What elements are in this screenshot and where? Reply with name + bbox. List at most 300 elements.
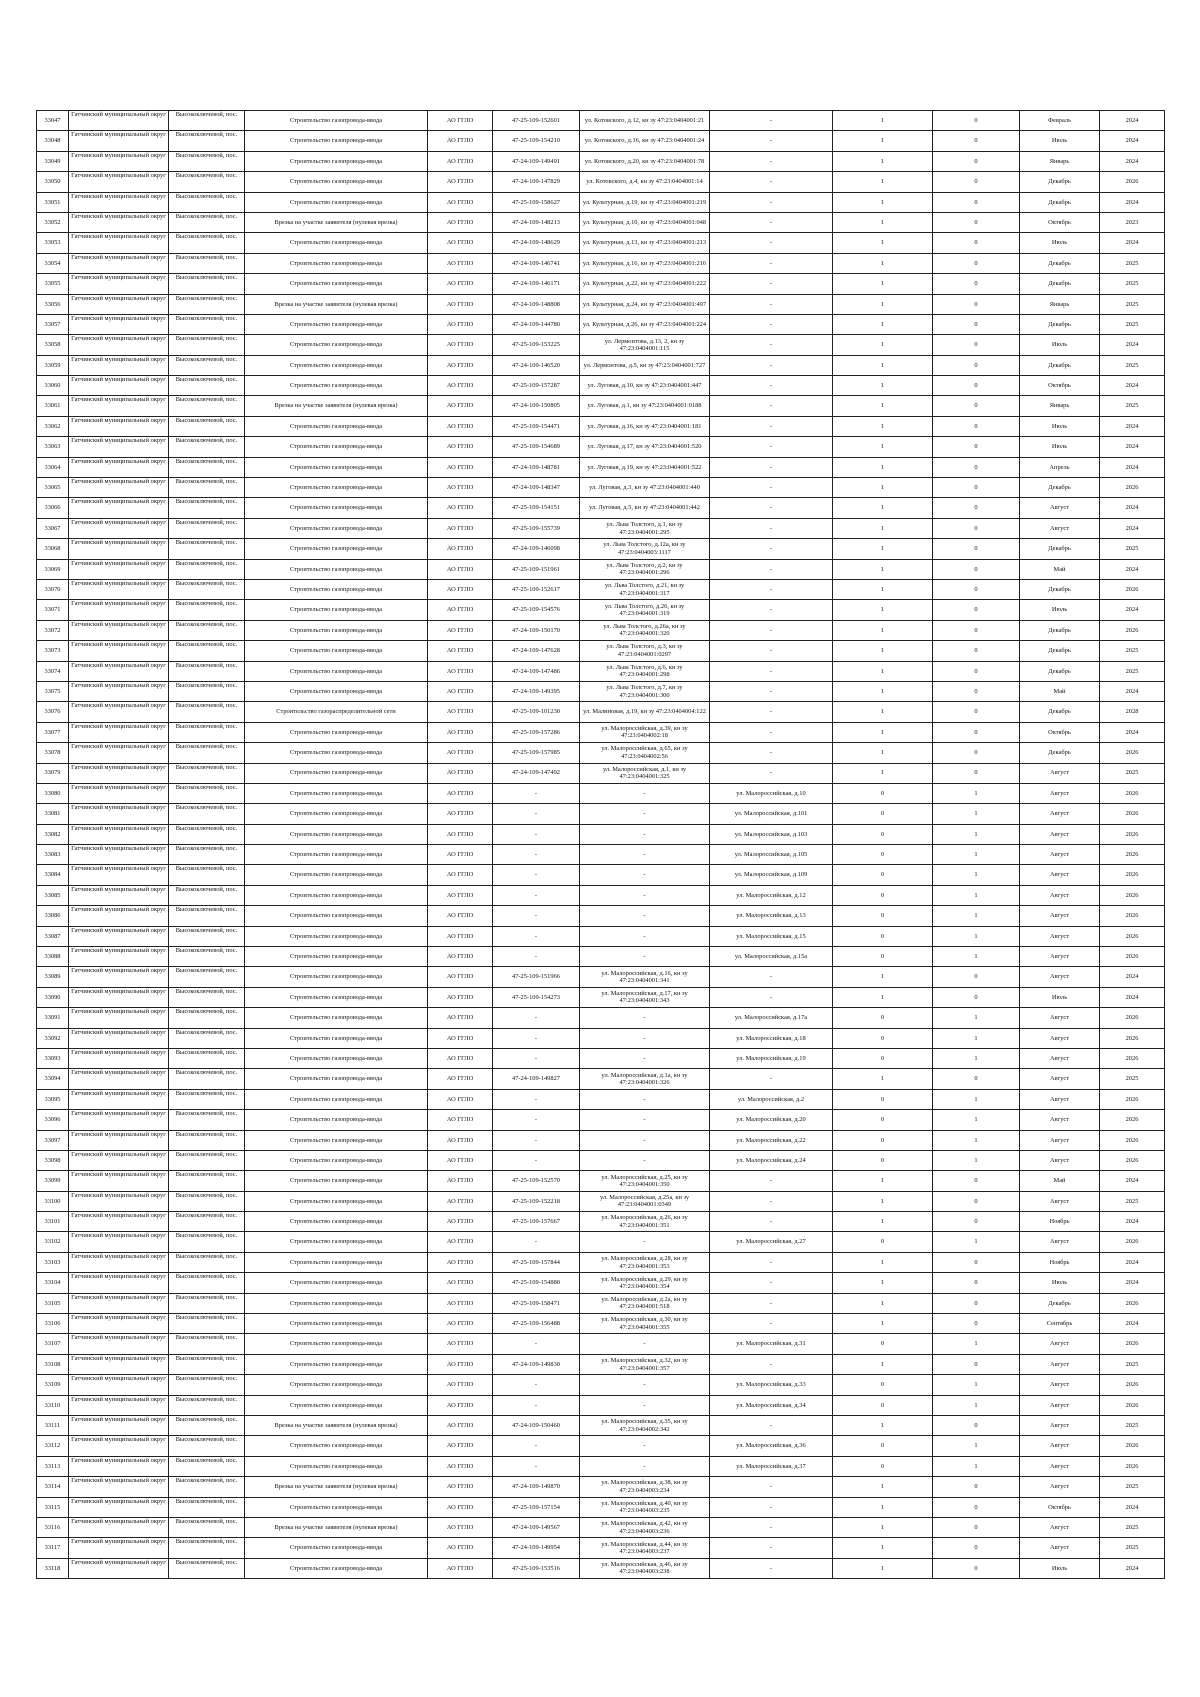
cadastral-address-cell: - (580, 906, 710, 926)
year-cell: 2025 (1100, 253, 1165, 273)
cadastral-address-cell: ул. Льва Толстого, д.1, кн зу 47:23:0404001:295 (580, 518, 710, 538)
month-cell: Август (1020, 1232, 1100, 1252)
year-cell: 2026 (1100, 1130, 1165, 1150)
work-type-cell: Строительство газопровода-ввода (245, 314, 428, 334)
count-without-contract-cell: 0 (933, 1191, 1020, 1211)
district-cell: Гатчинский муниципальный округ (69, 1293, 169, 1313)
year-cell: 2024 (1100, 192, 1165, 212)
month-cell: Август (1020, 1354, 1100, 1374)
count-with-contract-cell: 1 (833, 559, 933, 579)
count-with-contract-cell: 0 (833, 845, 933, 865)
organization-cell: АО ГГЛО (428, 396, 493, 416)
locality-cell: Высокоключевой, пос. (169, 151, 245, 171)
count-without-contract-cell: 0 (933, 478, 1020, 498)
organization-cell: АО ГГЛО (428, 314, 493, 334)
month-cell: Июль (1020, 131, 1100, 151)
count-with-contract-cell: 0 (833, 885, 933, 905)
count-with-contract-cell: 1 (833, 1273, 933, 1293)
district-cell: Гатчинский муниципальный округ (69, 1436, 169, 1456)
month-cell: Август (1020, 518, 1100, 538)
application-number-cell: - (493, 845, 580, 865)
locality-cell: Высокоключевой, пос. (169, 1395, 245, 1415)
count-without-contract-cell: 1 (933, 1436, 1020, 1456)
table-row (37, 416, 1165, 436)
work-type-cell: Строительство газопровода-ввода (245, 947, 428, 967)
application-number-cell: - (493, 1456, 580, 1476)
district-cell: Гатчинский муниципальный округ (69, 824, 169, 844)
row-id-cell: 33079 (37, 763, 69, 783)
count-with-contract-cell: 0 (833, 804, 933, 824)
row-id-cell: 33076 (37, 702, 69, 722)
count-without-contract-cell: 0 (933, 702, 1020, 722)
organization-cell: АО ГГЛО (428, 804, 493, 824)
organization-cell: АО ГГЛО (428, 1232, 493, 1252)
district-cell: Гатчинский муниципальный округ (69, 1517, 169, 1537)
count-with-contract-cell: 1 (833, 1069, 933, 1089)
district-cell: Гатчинский муниципальный округ (69, 1069, 169, 1089)
row-id-cell: 33096 (37, 1110, 69, 1130)
application-number-cell: 47-24-109-149830 (493, 1354, 580, 1374)
organization-cell: АО ГГЛО (428, 1436, 493, 1456)
count-without-contract-cell: 0 (933, 967, 1020, 987)
locality-cell: Высокоключевой, пос. (169, 824, 245, 844)
work-type-cell: Строительство газопровода-ввода (245, 1110, 428, 1130)
application-number-cell: 47-25-109-152601 (493, 111, 580, 131)
row-id-cell: 33077 (37, 722, 69, 742)
work-type-cell: Строительство газопровода-ввода (245, 478, 428, 498)
organization-cell: АО ГГЛО (428, 294, 493, 314)
count-without-contract-cell: 1 (933, 865, 1020, 885)
application-number-cell: - (493, 824, 580, 844)
count-with-contract-cell: 0 (833, 1110, 933, 1130)
year-cell: 2024 (1100, 559, 1165, 579)
year-cell: 2024 (1100, 600, 1165, 620)
month-cell: Август (1020, 1008, 1100, 1028)
month-cell: Август (1020, 1436, 1100, 1456)
application-number-cell: - (493, 1089, 580, 1109)
locality-cell: Высокоключевой, пос. (169, 192, 245, 212)
table-row (37, 1354, 1165, 1374)
district-cell: Гатчинский муниципальный округ (69, 1354, 169, 1374)
count-with-contract-cell: 1 (833, 274, 933, 294)
cadastral-address-cell: ул. Культурная, д.22, кн зу 47:23:0404001:222 (580, 274, 710, 294)
cadastral-address-cell: ул. Малороссийская, д.1а, кн зу 47:23:0404001:326 (580, 1069, 710, 1089)
cadastral-address-cell: ул. Малороссийская, д.29, кн зу 47:23:0404001:354 (580, 1273, 710, 1293)
work-type-cell: Врезка на участке заявителя (нулевая врезка) (245, 294, 428, 314)
application-number-cell: 47-24-109-149567 (493, 1517, 580, 1537)
application-number-cell: 47-25-109-158471 (493, 1293, 580, 1313)
year-cell: 2024 (1100, 376, 1165, 396)
organization-cell: АО ГГЛО (428, 192, 493, 212)
work-type-cell: Строительство газопровода-ввода (245, 1191, 428, 1211)
address-cell: ул. Малороссийская, д.101 (710, 804, 833, 824)
district-cell: Гатчинский муниципальный округ (69, 1416, 169, 1436)
cadastral-address-cell: ул. Малороссийская, д.25, кн зу 47:23:0404001:350 (580, 1171, 710, 1191)
district-cell: Гатчинский муниципальный округ (69, 1558, 169, 1578)
table-row (37, 600, 1165, 620)
application-number-cell: 47-25-109-151961 (493, 559, 580, 579)
year-cell: 2025 (1100, 1477, 1165, 1497)
table-row (37, 172, 1165, 192)
month-cell: Август (1020, 926, 1100, 946)
address-cell: ул. Малороссийская, д.15 (710, 926, 833, 946)
work-type-cell: Строительство газопровода-ввода (245, 743, 428, 763)
count-with-contract-cell: 1 (833, 1212, 933, 1232)
district-cell: Гатчинский муниципальный округ (69, 987, 169, 1007)
table-row (37, 253, 1165, 273)
district-cell: Гатчинский муниципальный округ (69, 335, 169, 355)
count-without-contract-cell: 1 (933, 1395, 1020, 1415)
work-type-cell: Строительство газопровода-ввода (245, 539, 428, 559)
month-cell: Май (1020, 559, 1100, 579)
month-cell: Август (1020, 498, 1100, 518)
cadastral-address-cell: - (580, 1375, 710, 1395)
address-cell: - (710, 111, 833, 131)
work-type-cell: Строительство газопровода-ввода (245, 641, 428, 661)
count-with-contract-cell: 1 (833, 192, 933, 212)
table-row (37, 743, 1165, 763)
cadastral-address-cell: - (580, 845, 710, 865)
year-cell: 2026 (1100, 1110, 1165, 1130)
row-id-cell: 33054 (37, 253, 69, 273)
locality-cell: Высокоключевой, пос. (169, 1150, 245, 1170)
application-number-cell: 47-24-109-150170 (493, 620, 580, 640)
row-id-cell: 33114 (37, 1477, 69, 1497)
count-with-contract-cell: 1 (833, 702, 933, 722)
row-id-cell: 33099 (37, 1171, 69, 1191)
table-row (37, 376, 1165, 396)
address-cell: - (710, 987, 833, 1007)
year-cell: 2024 (1100, 1212, 1165, 1232)
table-row (37, 314, 1165, 334)
address-cell: ул. Малороссийская, д.10 (710, 783, 833, 803)
cadastral-address-cell: ул. Культурная, д.24, кн зу 47:23:0404001:497 (580, 294, 710, 314)
district-cell: Гатчинский муниципальный округ (69, 722, 169, 742)
locality-cell: Высокоключевой, пос. (169, 539, 245, 559)
locality-cell: Высокоключевой, пос. (169, 1314, 245, 1334)
month-cell: Август (1020, 1477, 1100, 1497)
organization-cell: АО ГГЛО (428, 947, 493, 967)
month-cell: Декабрь (1020, 579, 1100, 599)
row-id-cell: 33108 (37, 1354, 69, 1374)
work-type-cell: Строительство газопровода-ввода (245, 824, 428, 844)
application-number-cell: - (493, 804, 580, 824)
row-id-cell: 33088 (37, 947, 69, 967)
count-without-contract-cell: 0 (933, 1252, 1020, 1272)
district-cell: Гатчинский муниципальный округ (69, 478, 169, 498)
count-without-contract-cell: 0 (933, 192, 1020, 212)
month-cell: Август (1020, 1191, 1100, 1211)
district-cell: Гатчинский муниципальный округ (69, 1395, 169, 1415)
application-number-cell: 47-25-109-154273 (493, 987, 580, 1007)
table-row (37, 294, 1165, 314)
locality-cell: Высокоключевой, пос. (169, 498, 245, 518)
organization-cell: АО ГГЛО (428, 865, 493, 885)
address-cell: - (710, 702, 833, 722)
locality-cell: Высокоключевой, пос. (169, 1517, 245, 1537)
organization-cell: АО ГГЛО (428, 274, 493, 294)
locality-cell: Высокоключевой, пос. (169, 1477, 245, 1497)
cadastral-address-cell: ул. Луговая, д.3, кн зу 47:23:0404001:440 (580, 478, 710, 498)
table-row (37, 274, 1165, 294)
table-row (37, 1293, 1165, 1313)
district-cell: Гатчинский муниципальный округ (69, 212, 169, 232)
district-cell: Гатчинский муниципальный округ (69, 885, 169, 905)
cadastral-address-cell: ул. Малороссийская, д.46, кн зу 47:23:0404003:238 (580, 1558, 710, 1578)
table-row (37, 1517, 1165, 1537)
year-cell: 2026 (1100, 947, 1165, 967)
count-with-contract-cell: 0 (833, 865, 933, 885)
cadastral-address-cell: ул. Малороссийская, д.16, кн зу 47:23:0404001:341 (580, 967, 710, 987)
district-cell: Гатчинский муниципальный округ (69, 1334, 169, 1354)
row-id-cell: 33112 (37, 1436, 69, 1456)
cadastral-address-cell: - (580, 1436, 710, 1456)
work-type-cell: Строительство газопровода-ввода (245, 1212, 428, 1232)
cadastral-address-cell: ул. Малороссийская, д.35, кн зу 47:23:0404002:342 (580, 1416, 710, 1436)
row-id-cell: 33060 (37, 376, 69, 396)
row-id-cell: 33116 (37, 1517, 69, 1537)
year-cell: 2024 (1100, 1497, 1165, 1517)
district-cell: Гатчинский муниципальный округ (69, 314, 169, 334)
month-cell: Апрель (1020, 457, 1100, 477)
count-without-contract-cell: 0 (933, 1416, 1020, 1436)
count-with-contract-cell: 1 (833, 498, 933, 518)
locality-cell: Высокоключевой, пос. (169, 1456, 245, 1476)
year-cell: 2026 (1100, 865, 1165, 885)
year-cell: 2024 (1100, 681, 1165, 701)
year-cell: 2024 (1100, 1252, 1165, 1272)
locality-cell: Высокоключевой, пос. (169, 987, 245, 1007)
application-number-cell: - (493, 1110, 580, 1130)
work-type-cell: Строительство газопровода-ввода (245, 1171, 428, 1191)
count-without-contract-cell: 0 (933, 579, 1020, 599)
district-cell: Гатчинский муниципальный округ (69, 743, 169, 763)
count-without-contract-cell: 0 (933, 151, 1020, 171)
count-without-contract-cell: 0 (933, 294, 1020, 314)
count-with-contract-cell: 1 (833, 212, 933, 232)
count-without-contract-cell: 0 (933, 1538, 1020, 1558)
count-with-contract-cell: 0 (833, 824, 933, 844)
address-cell: - (710, 335, 833, 355)
application-number-cell: 47-24-109-144780 (493, 314, 580, 334)
count-with-contract-cell: 1 (833, 1191, 933, 1211)
row-id-cell: 33053 (37, 233, 69, 253)
work-type-cell: Строительство газопровода-ввода (245, 926, 428, 946)
year-cell: 2026 (1100, 1048, 1165, 1068)
address-cell: - (710, 1273, 833, 1293)
year-cell: 2028 (1100, 702, 1165, 722)
table-body (37, 111, 1165, 1579)
month-cell: Август (1020, 1517, 1100, 1537)
year-cell: 2026 (1100, 885, 1165, 905)
count-with-contract-cell: 1 (833, 743, 933, 763)
locality-cell: Высокоключевой, пос. (169, 478, 245, 498)
count-without-contract-cell: 0 (933, 1171, 1020, 1191)
count-without-contract-cell: 1 (933, 947, 1020, 967)
count-without-contract-cell: 1 (933, 1232, 1020, 1252)
count-with-contract-cell: 0 (833, 1395, 933, 1415)
month-cell: Декабрь (1020, 743, 1100, 763)
count-without-contract-cell: 0 (933, 335, 1020, 355)
district-cell: Гатчинский муниципальный округ (69, 1130, 169, 1150)
row-id-cell: 33082 (37, 824, 69, 844)
row-id-cell: 33065 (37, 478, 69, 498)
month-cell: Декабрь (1020, 192, 1100, 212)
address-cell: - (710, 559, 833, 579)
district-cell: Гатчинский муниципальный округ (69, 172, 169, 192)
table-row (37, 681, 1165, 701)
count-with-contract-cell: 1 (833, 294, 933, 314)
district-cell: Гатчинский муниципальный округ (69, 1314, 169, 1334)
count-with-contract-cell: 1 (833, 151, 933, 171)
cadastral-address-cell: - (580, 824, 710, 844)
row-id-cell: 33052 (37, 212, 69, 232)
month-cell: Август (1020, 947, 1100, 967)
month-cell: Июль (1020, 1558, 1100, 1578)
table-row (37, 1436, 1165, 1456)
locality-cell: Высокоключевой, пос. (169, 233, 245, 253)
address-cell: - (710, 1171, 833, 1191)
row-id-cell: 33071 (37, 600, 69, 620)
address-cell: - (710, 233, 833, 253)
locality-cell: Высокоключевой, пос. (169, 1110, 245, 1130)
count-without-contract-cell: 1 (933, 1130, 1020, 1150)
locality-cell: Высокоключевой, пос. (169, 1028, 245, 1048)
table-row (37, 335, 1165, 355)
work-type-cell: Строительство газопровода-ввода (245, 845, 428, 865)
row-id-cell: 33080 (37, 783, 69, 803)
cadastral-address-cell: - (580, 1110, 710, 1130)
work-type-cell: Строительство газопровода-ввода (245, 1456, 428, 1476)
count-without-contract-cell: 0 (933, 498, 1020, 518)
organization-cell: АО ГГЛО (428, 1517, 493, 1537)
row-id-cell: 33091 (37, 1008, 69, 1028)
row-id-cell: 33081 (37, 804, 69, 824)
address-cell: ул. Малороссийская, д.17а (710, 1008, 833, 1028)
locality-cell: Высокоключевой, пос. (169, 1354, 245, 1374)
month-cell: Август (1020, 1028, 1100, 1048)
count-with-contract-cell: 1 (833, 478, 933, 498)
locality-cell: Высокоключевой, пос. (169, 355, 245, 375)
table-row (37, 1477, 1165, 1497)
count-with-contract-cell: 1 (833, 1497, 933, 1517)
district-cell: Гатчинский муниципальный округ (69, 1273, 169, 1293)
address-cell: - (710, 131, 833, 151)
table-row (37, 212, 1165, 232)
organization-cell: АО ГГЛО (428, 1048, 493, 1068)
address-cell: - (710, 274, 833, 294)
application-number-cell: 47-24-109-146171 (493, 274, 580, 294)
address-cell: - (710, 539, 833, 559)
work-type-cell: Строительство газопровода-ввода (245, 1028, 428, 1048)
locality-cell: Высокоключевой, пос. (169, 722, 245, 742)
application-number-cell: 47-25-109-157985 (493, 743, 580, 763)
month-cell: Август (1020, 1334, 1100, 1354)
address-cell: - (710, 478, 833, 498)
address-cell: - (710, 192, 833, 212)
count-without-contract-cell: 1 (933, 1456, 1020, 1476)
year-cell: 2023 (1100, 212, 1165, 232)
locality-cell: Высокоключевой, пос. (169, 783, 245, 803)
year-cell: 2026 (1100, 579, 1165, 599)
cadastral-address-cell: ул. Малороссийская, д.28, кн зу 47:23:0404001:353 (580, 1252, 710, 1272)
year-cell: 2024 (1100, 722, 1165, 742)
table-row (37, 804, 1165, 824)
row-id-cell: 33064 (37, 457, 69, 477)
locality-cell: Высокоключевой, пос. (169, 294, 245, 314)
organization-cell: АО ГГЛО (428, 967, 493, 987)
address-cell: - (710, 314, 833, 334)
organization-cell: АО ГГЛО (428, 1558, 493, 1578)
cadastral-address-cell: - (580, 1089, 710, 1109)
year-cell: 2026 (1100, 1293, 1165, 1313)
table-row (37, 1538, 1165, 1558)
organization-cell: АО ГГЛО (428, 1069, 493, 1089)
locality-cell: Высокоключевой, пос. (169, 1252, 245, 1272)
table-row (37, 661, 1165, 681)
application-number-cell: 47-25-109-158627 (493, 192, 580, 212)
month-cell: Август (1020, 1110, 1100, 1130)
row-id-cell: 33110 (37, 1395, 69, 1415)
application-number-cell: 47-24-109-147628 (493, 641, 580, 661)
row-id-cell: 33095 (37, 1089, 69, 1109)
month-cell: Декабрь (1020, 478, 1100, 498)
count-with-contract-cell: 1 (833, 681, 933, 701)
district-cell: Гатчинский муниципальный округ (69, 376, 169, 396)
cadastral-address-cell: ул. Луговая, д.16, кн зу 47:23:0404001:181 (580, 416, 710, 436)
work-type-cell: Строительство газораспределительной сети (245, 702, 428, 722)
work-type-cell: Строительство газопровода-ввода (245, 865, 428, 885)
year-cell: 2025 (1100, 355, 1165, 375)
year-cell: 2024 (1100, 416, 1165, 436)
locality-cell: Высокоключевой, пос. (169, 579, 245, 599)
address-cell: - (710, 1477, 833, 1497)
application-number-cell: 47-24-109-150460 (493, 1416, 580, 1436)
application-number-cell: 47-25-109-157287 (493, 376, 580, 396)
cadastral-address-cell: ул. Льва Толстого, д.21, кн зу 47:23:0404001:317 (580, 579, 710, 599)
district-cell: Гатчинский муниципальный округ (69, 804, 169, 824)
district-cell: Гатчинский муниципальный округ (69, 600, 169, 620)
count-with-contract-cell: 0 (833, 783, 933, 803)
work-type-cell: Строительство газопровода-ввода (245, 518, 428, 538)
count-without-contract-cell: 0 (933, 743, 1020, 763)
organization-cell: АО ГГЛО (428, 620, 493, 640)
table-row (37, 1232, 1165, 1252)
application-number-cell: - (493, 783, 580, 803)
cadastral-address-cell: ул. Луговая, д.17, кн зу 47:23:0404001:520 (580, 437, 710, 457)
table-row (37, 1395, 1165, 1415)
month-cell: Январь (1020, 396, 1100, 416)
address-cell: ул. Малороссийская, д.24 (710, 1150, 833, 1170)
district-cell: Гатчинский муниципальный округ (69, 396, 169, 416)
address-cell: - (710, 1416, 833, 1436)
row-id-cell: 33103 (37, 1252, 69, 1272)
row-id-cell: 33104 (37, 1273, 69, 1293)
year-cell: 2025 (1100, 274, 1165, 294)
row-id-cell: 33115 (37, 1497, 69, 1517)
year-cell: 2024 (1100, 233, 1165, 253)
address-cell: - (710, 1517, 833, 1537)
table-row (37, 457, 1165, 477)
locality-cell: Высокоключевой, пос. (169, 457, 245, 477)
address-cell: - (710, 600, 833, 620)
address-cell: - (710, 722, 833, 742)
count-without-contract-cell: 0 (933, 1497, 1020, 1517)
year-cell: 2026 (1100, 783, 1165, 803)
organization-cell: АО ГГЛО (428, 457, 493, 477)
count-with-contract-cell: 1 (833, 1314, 933, 1334)
address-cell: - (710, 1497, 833, 1517)
